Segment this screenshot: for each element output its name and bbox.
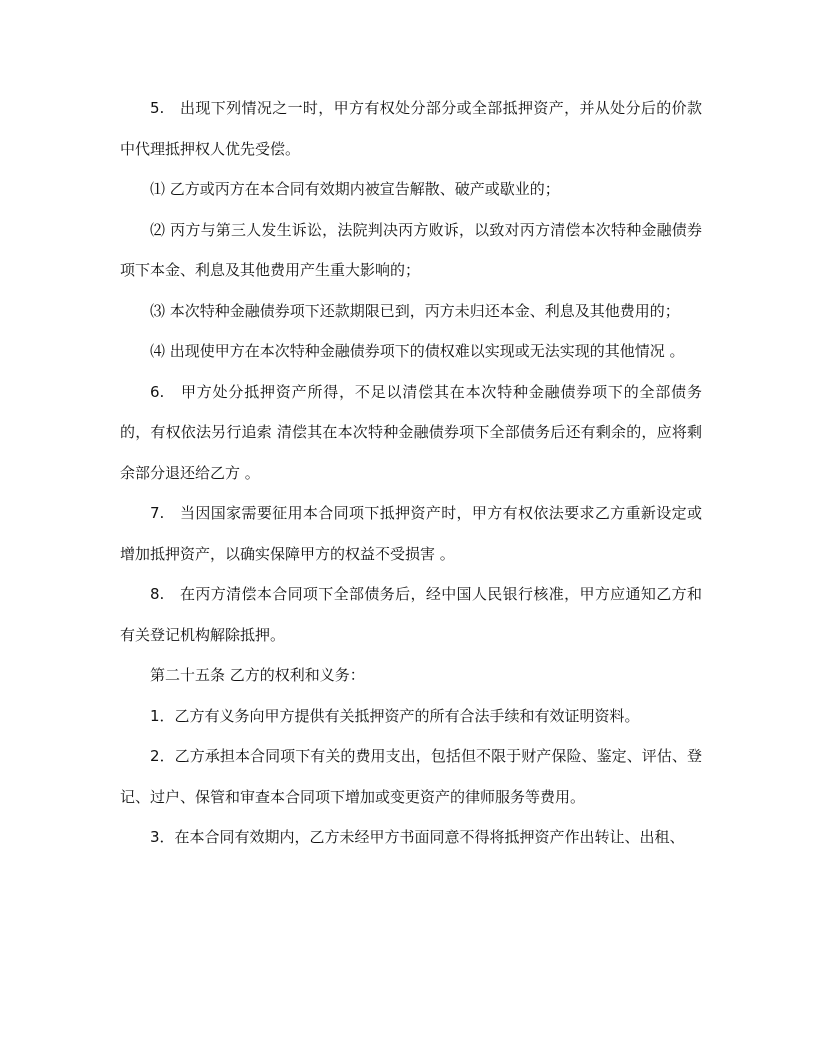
- document-body: [120, 88, 702, 858]
- clause-5-item-1: ⑴ 乙方或丙方在本合同有效期内被宣告解散、破产或歇业的；: [150, 180, 560, 198]
- clause-6-paragraph: 6. 甲方处分抵押资产所得，不足以清偿其在本次特种金融债券项下的全部债务的，有权依法另行追索 清偿其在本次特种金融债券项下全部债务后还有剩余的，应将剩余部分退还给乙方 。: [120, 382, 702, 482]
- clause-5-paragraph: 5. 出现下列情况之一时，甲方有权处分部分或全部抵押资产，并从处分后的价款中代理抵押权人优先受偿。: [120, 99, 702, 158]
- clause-5-item-2: ⑵ 丙方与第三人发生诉讼，法院判决丙方败诉，以致对丙方清偿本次特种金融债券项下本金、利息及其他费用产生重大影响的；: [120, 220, 702, 279]
- clause-7-paragraph: 7. 当因国家需要征用本合同项下抵押资产时，甲方有权依法要求乙方重新设定或增加抵押资产，以确实保障甲方的权益不受损害 。: [120, 504, 702, 563]
- clause-5-item-3: ⑶ 本次特种金融债券项下还款期限已到，丙方未归还本金、利息及其他费用的；: [150, 301, 680, 320]
- clause-5-item-4: ⑷ 出现使甲方在本次特种金融债券项下的债权难以实现或无法实现的其他情况 。: [150, 342, 685, 360]
- party-b-duty-1: 1．乙方有义务向甲方提供有关抵押资产的所有合法手续和有效证明资料。: [150, 706, 640, 725]
- clause-8-paragraph: 8. 在丙方清偿本合同项下全部债务后，经中国人民银行核准，甲方应通知乙方和有关登记机构解除抵押。: [120, 585, 702, 644]
- article-25-heading: 第二十五条 乙方的权利和义务：: [150, 666, 365, 684]
- party-b-duty-2: 2．乙方承担本合同项下有关的费用支出，包括但不限于财产保险、鉴定、评估、登记、过户、保管和审查本合同项下增加或变更资产的律师服务等费用。: [120, 747, 702, 806]
- party-b-duty-3: 3．在本合同有效期内，乙方未经甲方书面同意不得将抵押资产作出转让、出租、: [150, 828, 685, 846]
